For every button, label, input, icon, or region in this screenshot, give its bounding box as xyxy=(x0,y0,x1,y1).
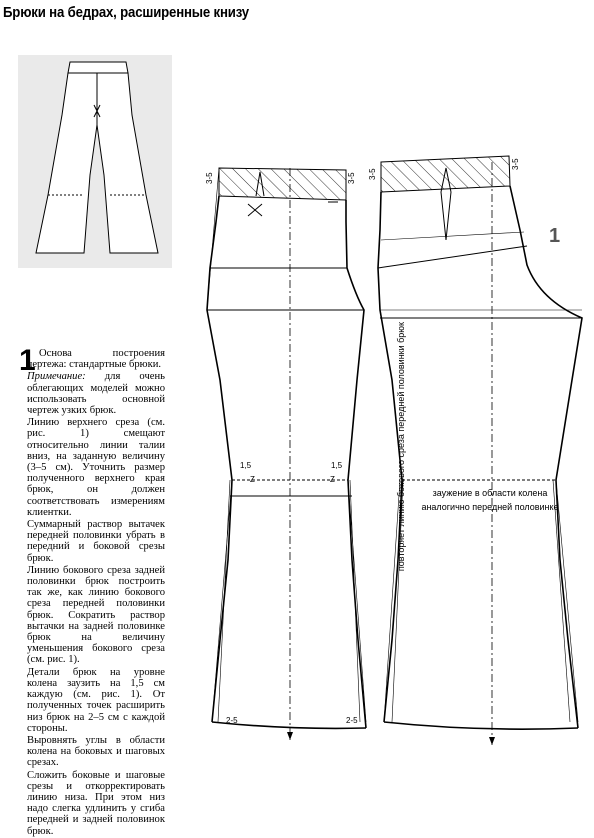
instruction-paragraph: Линию бокового среза задней половинки брюк построить так же, как линию бокового среза передней половинки брюк. Сократить раствор вытачки на задней половинке брюк на величину уменьшения бокового среза (см. рис. 1). xyxy=(27,564,165,666)
label-3-5: 3-5 xyxy=(511,158,520,170)
page-title: Брюки на бедрах, расширенные книзу xyxy=(3,4,249,21)
label-3-5: 3-5 xyxy=(368,168,377,180)
note-label: Примечание: xyxy=(27,371,86,383)
figure-number: 1 xyxy=(549,225,561,247)
note-text: для очень облегающих моделей можно использовать основной чертеж узких брюк. xyxy=(27,371,165,417)
step-number: 1 xyxy=(19,344,36,377)
label-z: Z xyxy=(330,475,335,484)
instruction-paragraph: Основа построения чертежа: стандартные брюки. xyxy=(27,348,165,371)
knee-note: заужение в области колена аналогично передней половинке xyxy=(421,488,559,512)
label-1-5: 1,5 xyxy=(240,461,252,470)
label-3-5: 3-5 xyxy=(347,172,356,184)
instruction-paragraph: Детали брюк на уровне колена заузить на 1,5 см каждую (см. рис. 1). От полученных точек расширить низ брюк на 2–5 см с каждой стороны. xyxy=(27,666,165,734)
side-seam-note: повторяет линию бокового среза передней половинки брюк xyxy=(396,322,406,572)
front-panel xyxy=(207,168,366,740)
instruction-paragraph: Суммарный раствор вытачек передней половинки убрать в передний и боковой срезы брюк. xyxy=(27,519,165,564)
label-2-5: 2-5 xyxy=(346,716,358,725)
label-z: Z xyxy=(250,475,255,484)
instruction-paragraph: Сложить боковые и шаговые срезы и откорректировать линию низа. При этом низ надо слегка удлинить у сгиба передней и задней половинок брюк. xyxy=(27,769,165,837)
instruction-paragraph: Линию верхнего среза (см. рис. 1) смещают относительно линии талии вниз, на заданную величину (3–5 см). Уточнить размер полученного верхнего края брюк, он должен соответствовать измерениям клиентки. xyxy=(27,417,165,518)
instruction-paragraph: Выровнять углы в области колена на боковых и шаговых срезах. xyxy=(27,734,165,769)
label-3-5: 3-5 xyxy=(205,172,214,184)
label-1-5: 1,5 xyxy=(331,461,343,470)
label-2-5: 2-5 xyxy=(226,716,238,725)
